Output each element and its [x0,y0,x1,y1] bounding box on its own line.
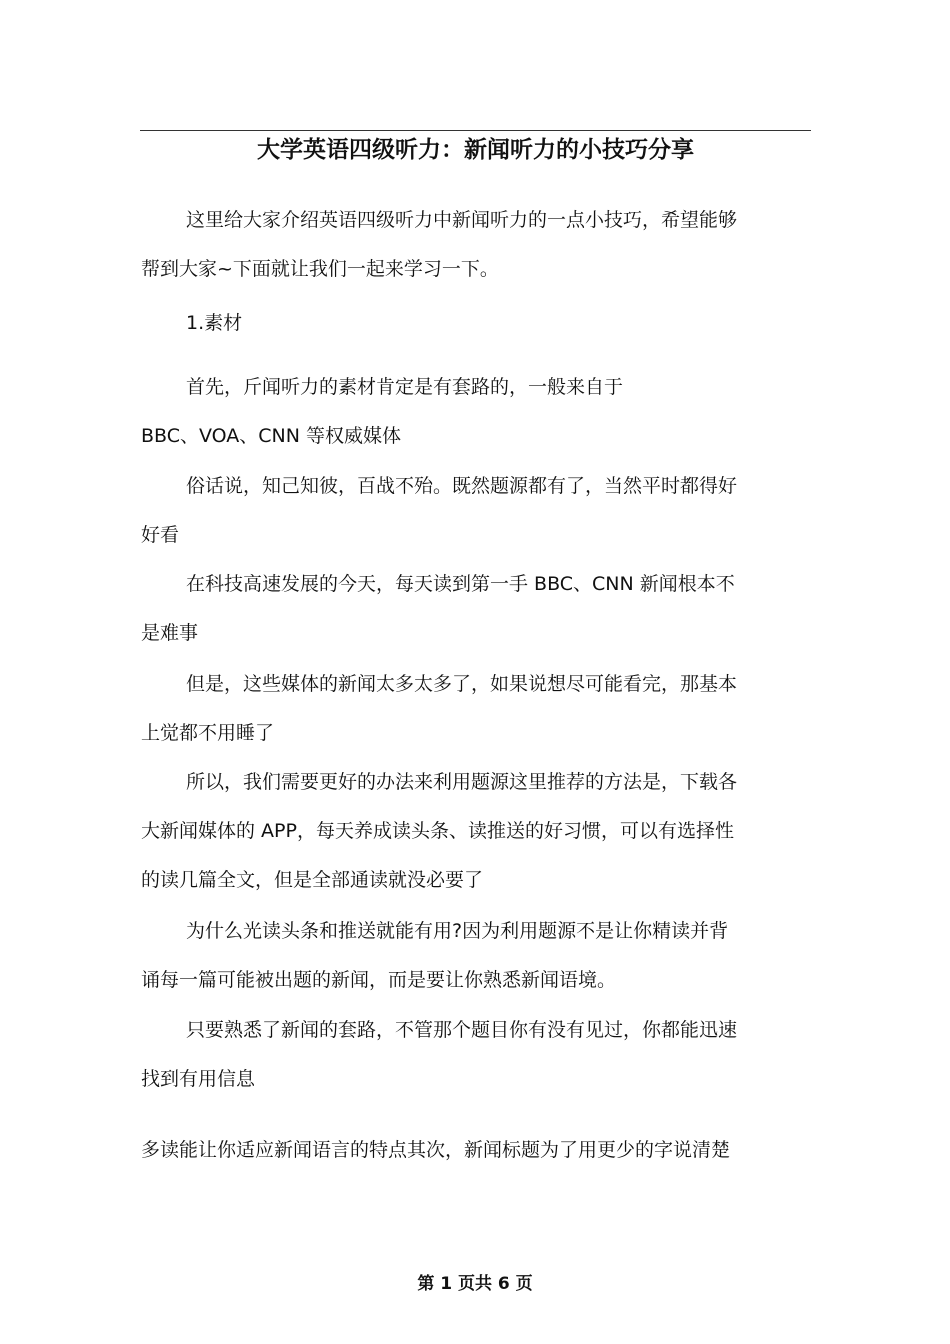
paragraph-line: 在科技高速发展的今天，每天读到第一手 BBC、CNN 新闻根本不 [186,573,735,595]
paragraph-line: 上觉都不用睡了 [141,722,275,744]
paragraph-line: 俗话说，知己知彼，百战不殆。既然题源都有了，当然平时都得好 [186,475,738,497]
paragraph-line: 首先，斤闻听力的素材肯定是有套路的，一般来自于 [186,376,624,398]
paragraph-familiarity [141,1006,813,1104]
paragraph-method [141,758,813,905]
paragraph-line: 诵每一篇可能被出题的新闻，而是要让你熟悉新闻语境。 [141,969,617,991]
paragraph-line: 但是，这些媒体的新闻太多太多了，如果说想尽可能看完，那基本 [186,673,738,695]
header-rule [140,130,811,131]
paragraph-reading-more [141,1126,813,1175]
paragraph-line: 这里给大家介绍英语四级听力中新闻听力的一点小技巧，希望能够 [186,209,738,231]
paragraph-too-much-news [141,660,813,758]
paragraph-line: 找到有用信息 [141,1068,256,1090]
paragraph-proverb [141,462,813,560]
section-heading-material [141,299,813,348]
paragraph-line: 多读能让你适应新闻语言的特点其次，新闻标题为了用更少的字说清楚 [141,1139,731,1161]
paragraph-line: BBC、VOA、CNN 等权威媒体 [141,425,402,447]
paragraph-intro [141,196,813,294]
paragraph-line: 大新闻媒体的 APP，每天养成读头条、读推送的好习惯，可以有选择性 [141,820,734,842]
paragraph-line: 的读几篇全文，但是全部通读就没必要了 [141,869,484,891]
paragraph-line: 所以，我们需要更好的办法来利用题源这里推荐的方法是，下载各 [186,771,738,793]
paragraph-line: 好看 [141,524,180,546]
paragraph-line: 帮到大家~下面就让我们一起来学习一下。 [141,258,499,280]
paragraph-line: 为什么光读头条和推送就能有用?因为利用题源不是让你精读并背 [186,920,729,942]
paragraph-technology [141,560,813,658]
paragraph-sources [141,363,813,461]
paragraph-line: 只要熟悉了新闻的套路，不管那个题目你有没有见过，你都能迅速 [186,1019,738,1041]
paragraph-why-headlines [141,907,813,1005]
paragraph-line: 是难事 [141,622,199,644]
document-title: 大学英语四级听力：新闻听力的小技巧分享 [257,137,694,163]
paragraph-line: 1.素材 [186,312,243,334]
page-number: 第 1 页共 6 页 [417,1274,533,1294]
